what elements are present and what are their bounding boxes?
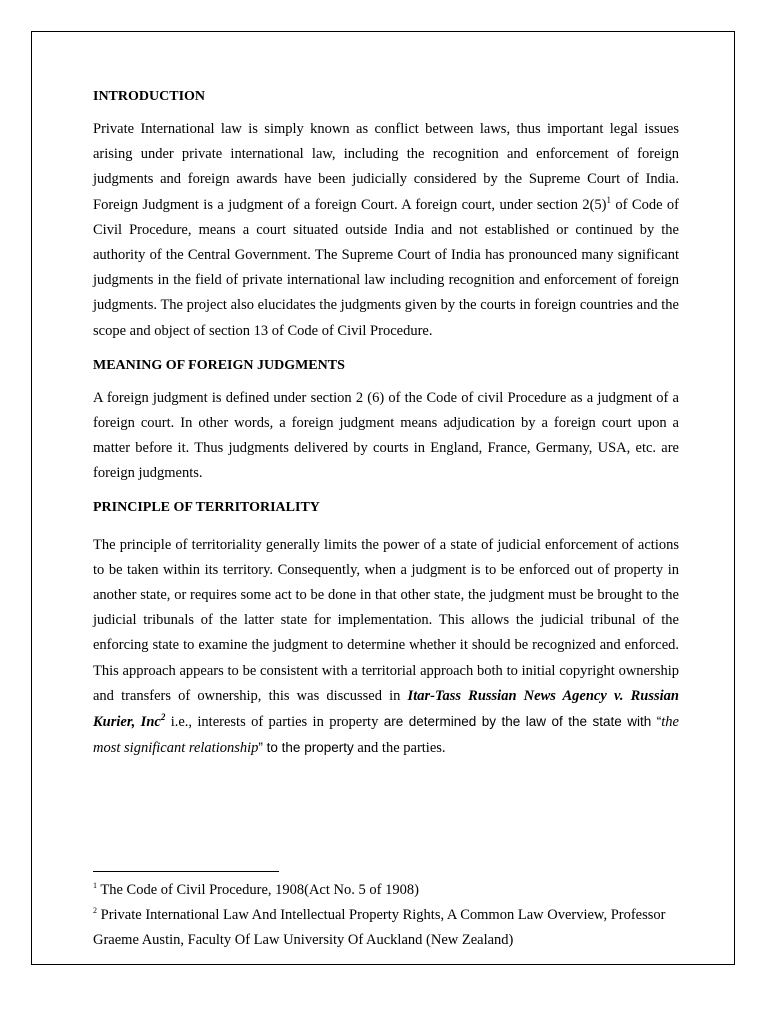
footnote-text: Private International Law And Intellectual Property Rights, A Common Law Overview, Professor Graeme Austin, Faculty Of Law University Of Auckland (New Zealand) [93, 907, 666, 949]
territ-text-d: ” to the property [258, 740, 354, 756]
footnote-1 [93, 878, 679, 903]
footnote-ref-1: 1 [606, 194, 612, 205]
footnote-ref-2: 2 [160, 712, 166, 723]
heading-meaning: MEANING OF FOREIGN JUDGMENTS [93, 357, 345, 373]
territ-text-b: i.e., interests of parties in property [165, 714, 384, 731]
footnotes [93, 878, 679, 954]
territ-text-a: The principle of territoriality generally limits the power of a state of judicial enforcement of actions to be taken within its territory. Consequently, when a judgment is to be enforced out of property in another state, or requires some act to be done in that other state, the judgment must be brought to the judicial tribunals of the latter state for implementation. This allows the judicial tribunal of the enforcing state to examine the judgment to determine whether it should be recognized and enforced. This approach appears to be consistent with a territorial approach both to initial copyright ownership and transfers of ownership, this was discussed in [93, 536, 679, 704]
intro-text-b: of Code of Civil Procedure, means a court situated outside India and not established or continued by the authority of the Central Government. The Supreme Court of India has pronounced many significant judgments in the field of private international law including recognition and enforcement of foreign judgments. The project also elucidates the judgments given by the courts in foreign countries and the scope and object of section 13 of Code of Civil Procedure. [93, 196, 679, 339]
footnote-number: 2 [93, 906, 97, 916]
heading-introduction: INTRODUCTION [93, 89, 206, 104]
footnote-divider [93, 871, 279, 872]
case-citation: Itar-Tass Russian News Agency v. Russian Kurier, Inc [93, 687, 679, 731]
intro-text-a: Private International law is simply known as conflict between laws, thus important legal issues arising under private international law, including the recognition and enforcement of foreign judgments and foreign awards have been judicially considered by the Supreme Court of India. Foreign Judgment is a judgment of a foreign Court. A foreign court, under section 2(5) [93, 121, 679, 213]
paragraph-meaning: A foreign judgment is defined under section 2 (6) of the Code of civil Procedure as a judgment of a foreign court. In other words, a foreign judgment means adjudication by a foreign court upon a matter before it. Thus judgments delivered by courts in England, France, Germany, USA, etc. are foreign judgments. [93, 389, 679, 482]
territ-text-c: are determined by the law of the state with “ [383, 714, 662, 730]
heading-territoriality: PRINCIPLE OF TERRITORIALITY [93, 499, 320, 515]
document-page [31, 31, 735, 965]
paragraph-territoriality [93, 533, 679, 762]
page-body [93, 88, 679, 761]
footnote-text: The Code of Civil Procedure, 1908(Act No. 5 of 1908) [97, 882, 419, 898]
significant-relationship-quote: the most significant relationship [93, 714, 679, 757]
footnote-number: 1 [93, 881, 97, 891]
territ-text-e: and the parties. [353, 740, 446, 757]
footnote-2 [93, 903, 679, 953]
paragraph-introduction [93, 117, 679, 344]
